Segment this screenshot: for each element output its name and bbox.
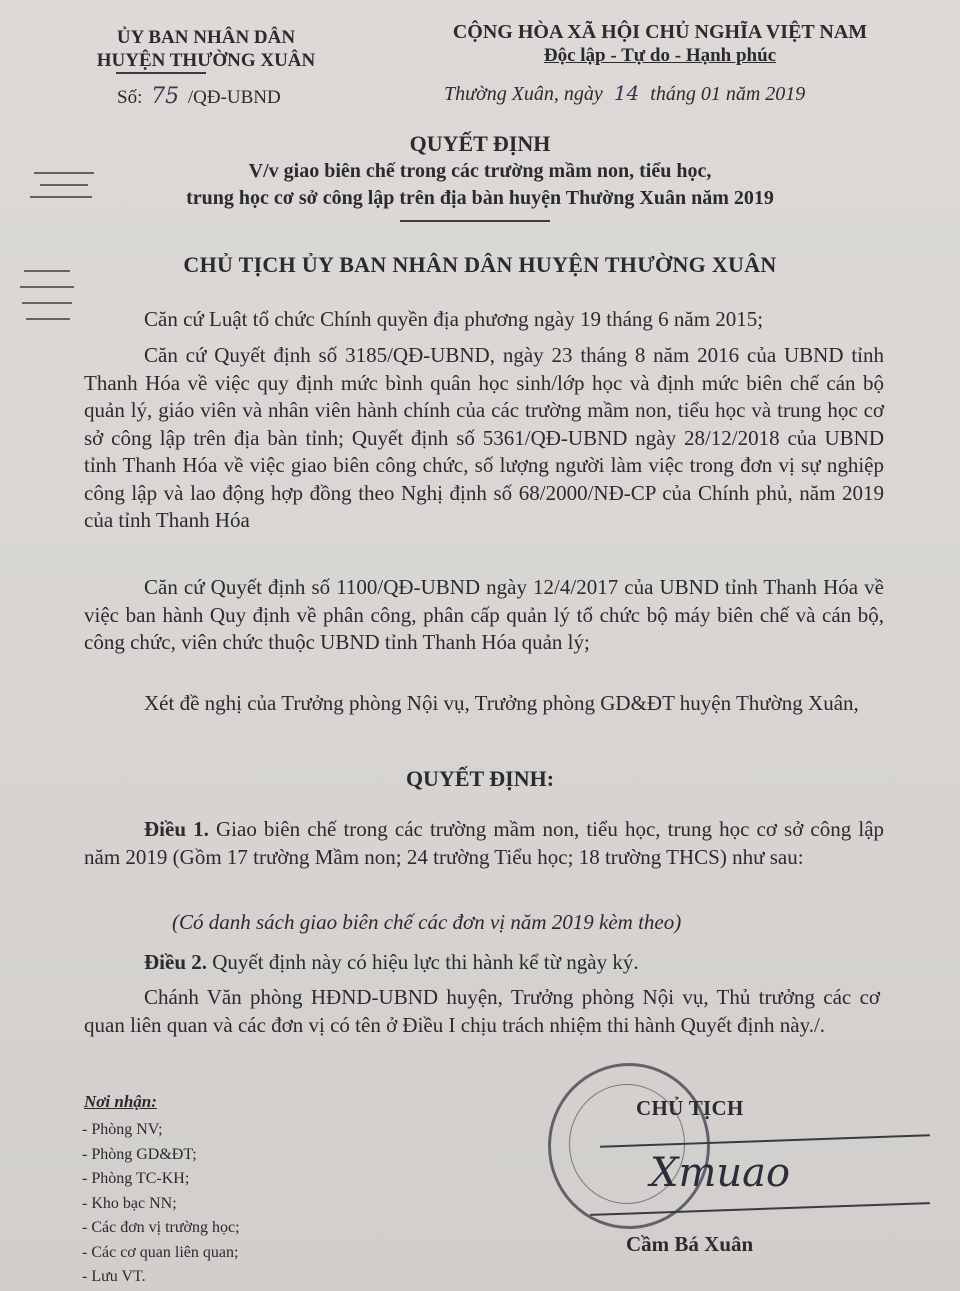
article-1-label: Điều 1. <box>144 817 209 841</box>
recipient-item: - Phòng GD&ĐT; <box>82 1145 197 1163</box>
subject-line-2: trung học cơ sở công lập trên địa bàn huyện Thường Xuân năm 2019 <box>186 187 774 209</box>
preamble-proposal: Xét đề nghị của Trưởng phòng Nội vụ, Trưởng phòng GD&ĐT huyện Thường Xuân, <box>144 691 859 715</box>
recipients-list <box>82 1118 240 1290</box>
recipient-item: - Phòng TC-KH; <box>82 1170 190 1187</box>
date-place: Thường Xuân, ngày <box>444 83 603 105</box>
number-handwritten: 75 <box>151 84 180 109</box>
recipient-item: - Lưu VT. <box>82 1268 146 1285</box>
number-suffix: /QĐ-UBND <box>187 87 281 108</box>
subject-underline <box>400 220 550 222</box>
issuer-underline <box>116 72 206 74</box>
recipient-item: - Kho bạc NN; <box>82 1194 177 1212</box>
article-1-note: (Có danh sách giao biên chế các đơn vị năm 2019 kèm theo) <box>172 910 682 934</box>
nation-title: CỘNG HÒA XÃ HỘI CHỦ NGHĨA VIỆT NAM <box>452 21 868 43</box>
number-prefix: Số: <box>117 87 143 108</box>
decision-heading: QUYẾT ĐỊNH: <box>405 766 555 791</box>
date-rest: tháng 01 năm 2019 <box>650 83 806 105</box>
article-2-responsibility: Chánh Văn phòng HĐND-UBND huyện, Trưởng phòng Nội vụ, Thủ trưởng các cơ quan liên quan và các đơn vị có tên ở Điều I chịu trách nhiệm thi hành Quyết định này./. <box>84 985 880 1037</box>
preamble-decision-1100: Căn cứ Quyết định số 1100/QĐ-UBND ngày 12/4/2017 của UBND tỉnh Thanh Hóa về việc ban hành Quy định về phân công, phân cấp quản lý tổ chức bộ máy biên chế và cán bộ, công chức, viên chức thuộc UBND tỉnh Thanh Hóa quản lý; <box>84 575 884 654</box>
article-2-label: Điều 2. <box>144 950 207 974</box>
preamble-law: Căn cứ Luật tổ chức Chính quyền địa phương ngày 19 tháng 6 năm 2015; <box>144 307 764 331</box>
recipient-item: - Các cơ quan liên quan; <box>82 1243 239 1261</box>
recipients-heading: Nơi nhận: <box>84 1092 157 1111</box>
issuing-authority: CHỦ TỊCH ỦY BAN NHÂN DÂN HUYỆN THƯỜNG XUÂN <box>183 252 777 277</box>
issuer-line-1: ỦY BAN NHÂN DÂN <box>116 27 296 48</box>
article-2-text: Quyết định này có hiệu lực thi hành kể từ ngày ký. <box>212 950 639 974</box>
recipient-item: - Các đơn vị trường học; <box>82 1219 240 1236</box>
article-1-text: Giao biên chế trong các trường mầm non, tiểu học, trung học cơ sở công lập năm 2019 (Gồm 17 trường Mầm non; 24 trường Tiểu học; 18 trường THCS) như sau: <box>84 817 885 869</box>
issue-date <box>444 81 805 106</box>
signer-title: CHỦ TỊCH <box>636 1096 744 1120</box>
document-type: QUYẾT ĐỊNH <box>409 131 551 156</box>
handwritten-signature: Xmuao <box>650 1150 791 1196</box>
recipient-item: - Phòng NV; <box>82 1121 163 1138</box>
document-number <box>117 84 281 109</box>
subject-line-1: V/v giao biên chế trong các trường mầm non, tiểu học, <box>248 160 712 182</box>
signer-name: Cầm Bá Xuân <box>626 1232 754 1256</box>
date-day-handwritten: 14 <box>613 81 640 105</box>
article-2 <box>144 950 639 975</box>
nation-motto: Độc lập - Tự do - Hạnh phúc <box>543 45 777 66</box>
preamble-decision-3185: Căn cứ Quyết định số 3185/QĐ-UBND, ngày 23 tháng 8 năm 2016 của UBND tỉnh Thanh Hóa về việc quy định mức bình quân học sinh/lớp học và định mức biên chế cán bộ quản lý, giáo viên và nhân viên hành chính của các trường mầm non, tiểu học và trung học cơ sở công lập trên địa bàn tỉnh; Quyết định số 5361/QĐ-UBND ngày 28/12/2018 của UBND tỉnh Thanh Hóa về việc giao biên công chức, số lượng người làm việc trong đơn vị sự nghiệp công lập và lao động hợp đồng theo Nghị định số 68/2000/NĐ-CP của Chính phủ, năm 2019 của tỉnh Thanh Hóa <box>84 343 884 532</box>
issuer-line-2: HUYỆN THƯỜNG XUÂN <box>96 50 316 71</box>
article-1 <box>84 816 884 871</box>
